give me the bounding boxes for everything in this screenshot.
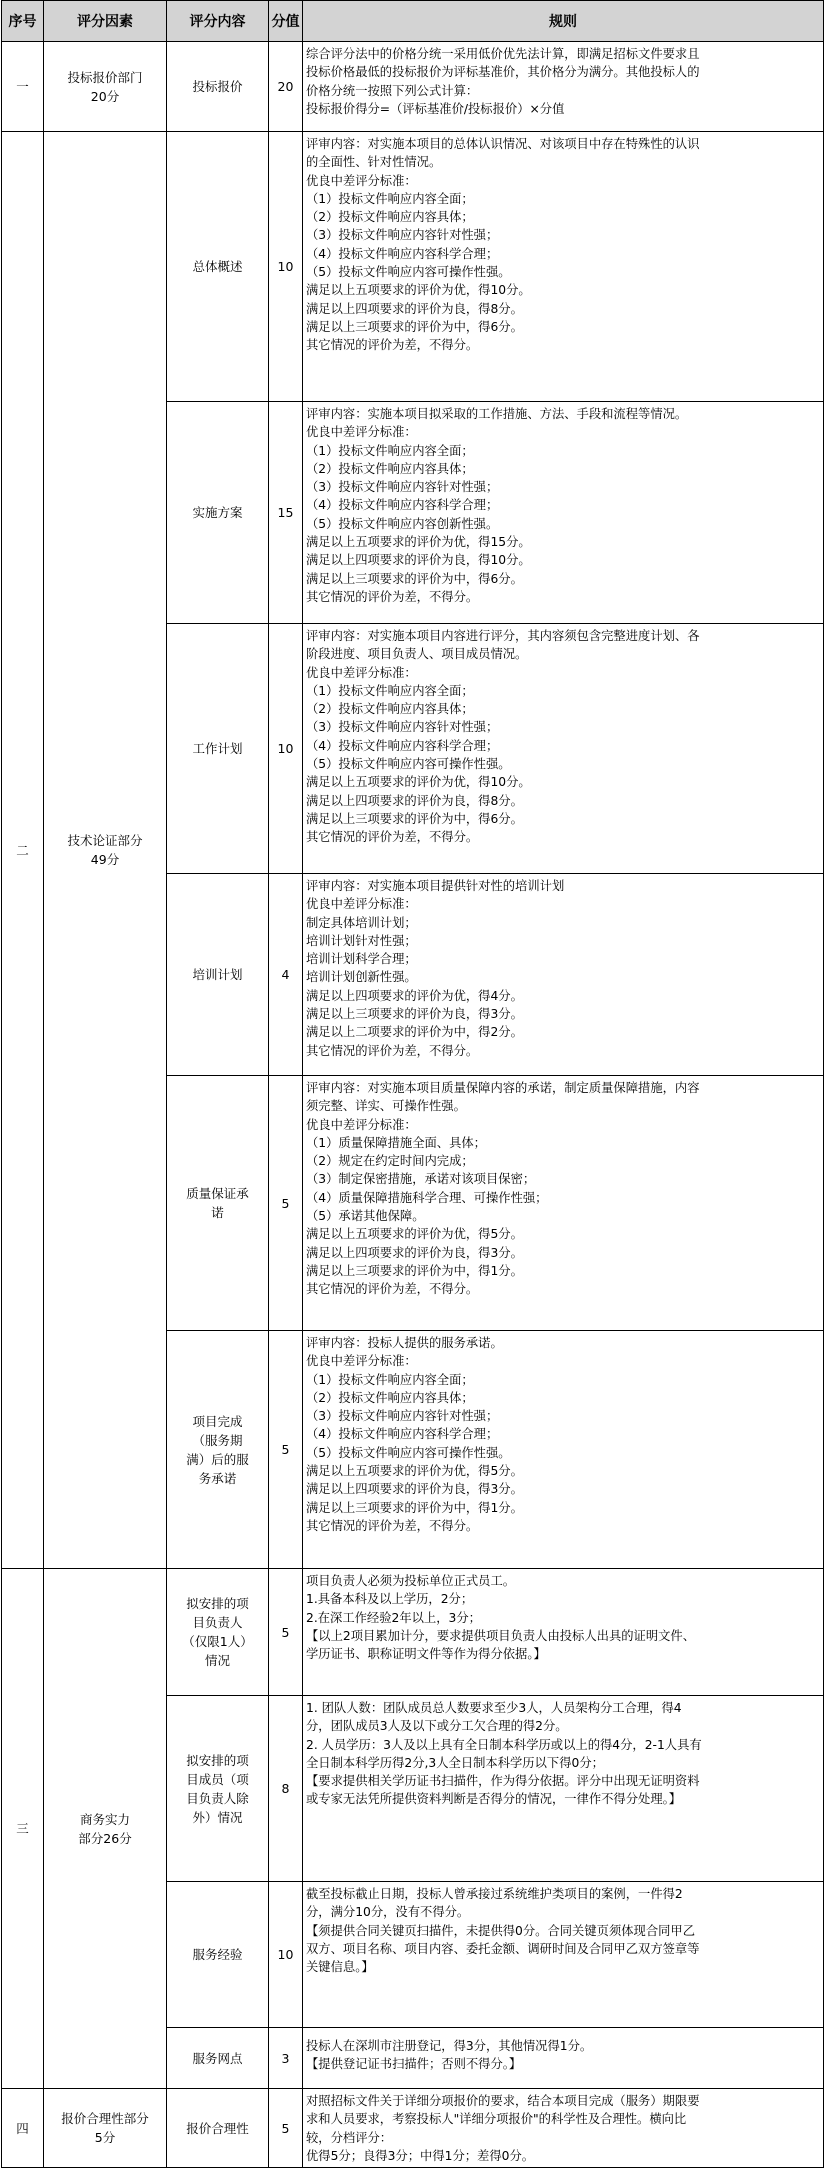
rule-cell <box>303 42 824 132</box>
rule-cell-line: 评审内容：对实施本项目的总体认识情况、对该项目中存在特殊性的认识 <box>306 137 700 151</box>
rule-cell-line: 满足以上二项要求的评价为中，得2分。 <box>306 1025 523 1040</box>
rule-cell-line: 全日制本科学历得2分,3人全日制本科学历以下得0分； <box>306 1755 604 1770</box>
rule-cell-line: 投标人在深圳市注册登记，得3分，其他情况得1分。 <box>306 2039 593 2053</box>
rule-cell-line: 优良中差评分标准： <box>306 425 417 440</box>
content-cell-line: （仅限1人） <box>182 1634 253 1649</box>
score-cell: 5 <box>269 1569 303 1696</box>
rule-cell-line: 优良中差评分标准： <box>306 173 417 188</box>
rule-cell <box>303 1696 824 1882</box>
rule-cell-line: （5）投标文件响应内容可操作性强。 <box>306 757 511 772</box>
rule-cell <box>303 2089 824 2168</box>
rule-cell-line: 价格分统一按照下列公式计算： <box>306 83 479 98</box>
rule-cell-line: 评审内容：对实施本项目质量保障内容的承诺，制定质量保障措施，内容 <box>306 1081 700 1095</box>
rule-cell-line: 培训计划科学合理； <box>306 952 417 967</box>
table-row <box>2 2089 824 2168</box>
rule-cell-line: （3）投标文件响应内容针对性强； <box>306 720 499 735</box>
content-cell <box>167 874 269 1076</box>
factor-cell-line: 部分26分 <box>78 1830 132 1846</box>
factor-cell-line: 5分 <box>94 2130 116 2145</box>
content-cell-line: 质量保证承 <box>186 1186 249 1201</box>
content-cell-line: 目负责人 <box>192 1615 243 1630</box>
rule-cell-line: （3）制定保密措施，承诺对该项目保密； <box>306 1172 536 1187</box>
table-row <box>2 42 824 132</box>
factor-cell <box>44 132 167 1569</box>
header-score: 分值 <box>269 1 303 42</box>
factor-cell-line: 49分 <box>90 852 120 867</box>
rule-cell-line: 优良中差评分标准： <box>306 897 417 912</box>
content-cell-line: 服务经验 <box>192 1947 243 1962</box>
content-cell <box>167 624 269 874</box>
rule-cell-line: （4）质量保障措施科学合理、可操作性强； <box>306 1190 548 1205</box>
rule-cell-line: （3）投标文件响应内容针对性强； <box>306 480 499 495</box>
content-cell <box>167 42 269 132</box>
rule-cell-line: （2）投标文件响应内容具体； <box>306 1390 474 1405</box>
rule-cell-line: 截至投标截止日期，投标人曾承接过系统维护类项目的案例，一件得2 <box>306 1887 683 1901</box>
content-cell-line: 拟安排的项 <box>186 1752 249 1768</box>
score-cell: 10 <box>269 1882 303 2028</box>
rule-cell-line: 较，分档评分： <box>306 2130 393 2145</box>
rule-cell-line: 满足以上五项要求的评价为优，得15分。 <box>306 535 531 550</box>
rule-cell-line: （5）投标文件响应内容创新性强。 <box>306 516 499 531</box>
rule-cell-line: 满足以上五项要求的评价为优，得10分。 <box>306 775 531 790</box>
rule-cell-line: 满足以上三项要求的评价为中，得1分。 <box>306 1263 523 1278</box>
header-row <box>2 1 824 42</box>
content-cell-line: 务承诺 <box>198 1470 237 1486</box>
rule-cell-line: 求和人员要求，考察投标人"详细分项报价"的科学性及合理性。横向比 <box>306 2112 687 2127</box>
rule-cell-line: 2. 人员学历：3人及以上具有全日制本科学历或以上的得4分，2-1人具有 <box>306 1737 702 1752</box>
rule-cell-line: 其它情况的评价为差，不得分。 <box>306 1043 479 1058</box>
seq-cell: 一 <box>2 42 44 132</box>
rule-cell-line: 双方、项目名称、项目内容、委托金额、调研时间及合同甲乙双方签章等 <box>306 1941 700 1956</box>
score-cell: 15 <box>269 402 303 624</box>
rule-cell-line: 【要求提供相关学历证书扫描件，作为得分依据。评分中出现无证明资料 <box>306 1774 700 1789</box>
rule-cell-line: 其它情况的评价为差，不得分。 <box>306 1282 479 1297</box>
factor-cell <box>44 42 167 132</box>
content-cell-line: 报价合理性 <box>186 2120 249 2136</box>
rule-cell-line: （5）承诺其他保障。 <box>306 1209 425 1224</box>
content-cell <box>167 2089 269 2168</box>
rule-cell-line: 投标价格最低的投标报价为评标基准价，其价格分为满分。其他投标人的 <box>306 65 700 80</box>
content-cell <box>167 132 269 402</box>
content-cell-line: 情况 <box>204 1653 230 1668</box>
rule-cell-line: 2.在深工作经验2年以上，3分； <box>306 1610 481 1625</box>
rule-cell-line: 满足以上五项要求的评价为优，得10分。 <box>306 283 531 298</box>
content-cell-line: 目负责人除 <box>186 1790 249 1806</box>
rule-cell-line: （1）投标文件响应内容全面； <box>306 443 474 458</box>
rule-cell <box>303 624 824 874</box>
rule-cell-line: 【须提供合同关键页扫描件，未提供得0分。合同关键页须体现合同甲乙 <box>306 1923 696 1938</box>
rule-cell-line: 或专家无法凭所提供资料判断是否得分的情况，一律作不得分处理。】 <box>306 1792 682 1807</box>
score-cell: 5 <box>269 1076 303 1331</box>
rule-cell-line: 满足以上四项要求的评价为良，得8分。 <box>306 793 523 808</box>
rule-cell-line: 评审内容：投标人提供的服务承诺。 <box>306 1336 503 1350</box>
rule-cell-line: 优良中差评分标准： <box>306 665 417 680</box>
rule-cell-line: （3）投标文件响应内容针对性强； <box>306 228 499 243</box>
content-cell <box>167 1882 269 2028</box>
rule-cell-line: 满足以上三项要求的评价为中，得6分。 <box>306 571 523 586</box>
content-cell <box>167 1076 269 1331</box>
content-cell-line: 拟安排的项 <box>186 1596 249 1611</box>
content-cell-line: 服务网点 <box>192 2050 243 2066</box>
score-cell: 10 <box>269 624 303 874</box>
score-cell: 5 <box>269 2089 303 2168</box>
content-cell-line: 总体概述 <box>192 259 243 274</box>
rule-cell-line: 满足以上四项要求的评价为良，得10分。 <box>306 553 531 568</box>
rule-cell-line: 优得5分；良得3分；中得1分；差得0分。 <box>306 2148 535 2163</box>
rule-cell-line: （4）投标文件响应内容科学合理； <box>306 1427 499 1442</box>
rule-cell-line: 评审内容：对实施本项目内容进行评分，其内容须包含完整进度计划、各 <box>306 629 700 643</box>
rule-cell-line: 满足以上五项要求的评价为优，得5分。 <box>306 1464 523 1479</box>
scoring-table <box>1 0 824 2168</box>
rule-cell-line: 满足以上三项要求的评价为良，得3分。 <box>306 1007 523 1022</box>
rule-cell-line: 满足以上五项要求的评价为优，得5分。 <box>306 1227 523 1242</box>
rule-cell-line: 学历证书、职称证明文件等作为得分依据。】 <box>306 1647 546 1662</box>
rule-cell-line: 投标报价得分=（评标基准价/投标报价）×分值 <box>306 101 565 116</box>
rule-cell-line: （1）质量保障措施全面、具体； <box>306 1135 486 1150</box>
rule-cell-line: （2）投标文件响应内容具体； <box>306 210 474 225</box>
rule-cell <box>303 2028 824 2089</box>
content-cell <box>167 1569 269 1696</box>
rule-cell <box>303 132 824 402</box>
rule-cell-line: 分，团队成员3人及以下或分工欠合理的得2分。 <box>306 1719 568 1734</box>
rule-cell <box>303 1882 824 2028</box>
rule-cell-line: 满足以上四项要求的评价为良，得3分。 <box>306 1482 523 1497</box>
content-cell-line: 工作计划 <box>192 741 243 756</box>
content-cell-line: 目成员（项 <box>186 1771 249 1787</box>
table-row <box>2 1569 824 1696</box>
rule-cell-line: 优良中差评分标准： <box>306 1354 417 1369</box>
header-rule: 规则 <box>303 1 824 42</box>
rule-cell-line: （4）投标文件响应内容科学合理； <box>306 498 499 513</box>
rule-cell-line: 其它情况的评价为差，不得分。 <box>306 830 479 845</box>
rule-cell-line: 其它情况的评价为差，不得分。 <box>306 1518 479 1533</box>
score-cell: 10 <box>269 132 303 402</box>
rule-cell-line: 培训计划针对性强； <box>306 933 417 948</box>
rule-cell-line: 1. 团队人数：团队成员总人数要求至少3人，人员架构分工合理，得4 <box>306 1701 682 1715</box>
rule-cell-line: （2）投标文件响应内容具体； <box>306 702 474 717</box>
rule-cell-line: （3）投标文件响应内容针对性强； <box>306 1409 499 1424</box>
rule-cell-line: 满足以上四项要求的评价为良，得3分。 <box>306 1245 523 1260</box>
rule-cell-line: 【提供登记证书扫描件；否则不得分。】 <box>306 2057 522 2072</box>
content-cell <box>167 1331 269 1569</box>
header-content: 评分内容 <box>167 1 269 42</box>
rule-cell-line: （1）投标文件响应内容全面； <box>306 191 474 206</box>
rule-cell-line: 综合评分法中的价格分统一采用低价优先法计算，即满足招标文件要求且 <box>306 47 700 61</box>
seq-cell: 二 <box>2 132 44 1569</box>
factor-cell-line: 技术论证部分 <box>67 833 143 848</box>
rule-cell-line: 的全面性、针对性情况。 <box>306 155 442 170</box>
rule-cell-line: 优良中差评分标准： <box>306 1117 417 1132</box>
rule-cell-line: 满足以上三项要求的评价为中，得6分。 <box>306 811 523 826</box>
rule-cell-line: 分，满分10分，没有不得分。 <box>306 1905 470 1920</box>
content-cell-line: 实施方案 <box>192 505 243 520</box>
rule-cell-line: 满足以上四项要求的评价为优，得4分。 <box>306 988 523 1003</box>
seq-cell: 三 <box>2 1569 44 2089</box>
content-cell-line: 培训计划 <box>192 967 243 982</box>
rule-cell-line: 阶段进度、项目负责人、项目成员情况。 <box>306 647 528 662</box>
header-factor: 评分因素 <box>44 1 167 42</box>
rule-cell-line: 对照招标文件关于详细分项报价的要求，结合本项目完成（服务）期限要 <box>306 2094 700 2108</box>
rule-cell-line: （5）投标文件响应内容可操作性强。 <box>306 1445 511 1460</box>
table-body <box>2 42 824 2168</box>
rule-cell-line: （1）投标文件响应内容全面； <box>306 1372 474 1387</box>
content-cell-line: 满）后的服 <box>186 1451 249 1467</box>
rule-cell <box>303 1569 824 1696</box>
rule-cell-line: 1.具备本科及以上学历，2分； <box>306 1592 474 1607</box>
score-cell: 4 <box>269 874 303 1076</box>
header-seq: 序号 <box>2 1 44 42</box>
content-cell-line: 外）情况 <box>192 1809 243 1825</box>
score-cell: 3 <box>269 2028 303 2089</box>
rule-cell-line: 培训计划创新性强。 <box>306 970 417 985</box>
rule-cell-line: （4）投标文件响应内容科学合理； <box>306 246 499 261</box>
content-cell-line: 项目完成 <box>192 1413 243 1429</box>
rule-cell <box>303 1076 824 1331</box>
seq-cell: 四 <box>2 2089 44 2168</box>
factor-cell-line: 投标报价部门 <box>67 69 143 85</box>
score-cell: 5 <box>269 1331 303 1569</box>
rule-cell-line: 须完整、详实、可操作性强。 <box>306 1099 466 1114</box>
rule-cell-line: （2）投标文件响应内容具体； <box>306 461 474 476</box>
factor-cell-line: 20分 <box>90 88 120 104</box>
factor-cell-line: 报价合理性部分 <box>61 2111 149 2126</box>
rule-cell-line: 评审内容：对实施本项目提供针对性的培训计划 <box>306 879 565 893</box>
rule-cell <box>303 1331 824 1569</box>
score-cell: 8 <box>269 1696 303 1882</box>
rule-cell-line: 制定具体培训计划； <box>306 915 417 930</box>
rule-cell-line: （4）投标文件响应内容科学合理； <box>306 738 499 753</box>
rule-cell-line: 关键信息。】 <box>306 1960 374 1975</box>
rule-cell-line: 满足以上三项要求的评价为中，得1分。 <box>306 1500 523 1515</box>
rule-cell-line: 项目负责人必须为投标单位正式员工。 <box>306 1574 516 1588</box>
rule-cell-line: 其它情况的评价为差，不得分。 <box>306 589 479 604</box>
score-cell: 20 <box>269 42 303 132</box>
content-cell-line: 诺 <box>211 1205 224 1220</box>
rule-cell-line: （1）投标文件响应内容全面； <box>306 683 474 698</box>
factor-cell <box>44 1569 167 2089</box>
rule-cell-line: 满足以上三项要求的评价为中，得6分。 <box>306 319 523 334</box>
rule-cell-line: 其它情况的评价为差，不得分。 <box>306 338 479 353</box>
content-cell <box>167 2028 269 2089</box>
content-cell <box>167 402 269 624</box>
rule-cell-line: （2）规定在约定时间内完成； <box>306 1154 474 1169</box>
content-cell-line: （服务期 <box>192 1432 243 1448</box>
rule-cell-line: 满足以上四项要求的评价为良，得8分。 <box>306 301 523 316</box>
rule-cell <box>303 402 824 624</box>
table-row <box>2 132 824 402</box>
rule-cell-line: （5）投标文件响应内容可操作性强。 <box>306 265 511 280</box>
rule-cell-line: 【以上2项目累加计分，要求提供项目负责人由投标人出具的证明文件、 <box>306 1628 696 1643</box>
content-cell-line: 投标报价 <box>192 79 243 94</box>
factor-cell-line: 商务实力 <box>79 1811 130 1827</box>
rule-cell <box>303 874 824 1076</box>
rule-cell-line: 评审内容：实施本项目拟采取的工作措施、方法、手段和流程等情况。 <box>306 407 688 421</box>
factor-cell <box>44 2089 167 2168</box>
content-cell <box>167 1696 269 1882</box>
